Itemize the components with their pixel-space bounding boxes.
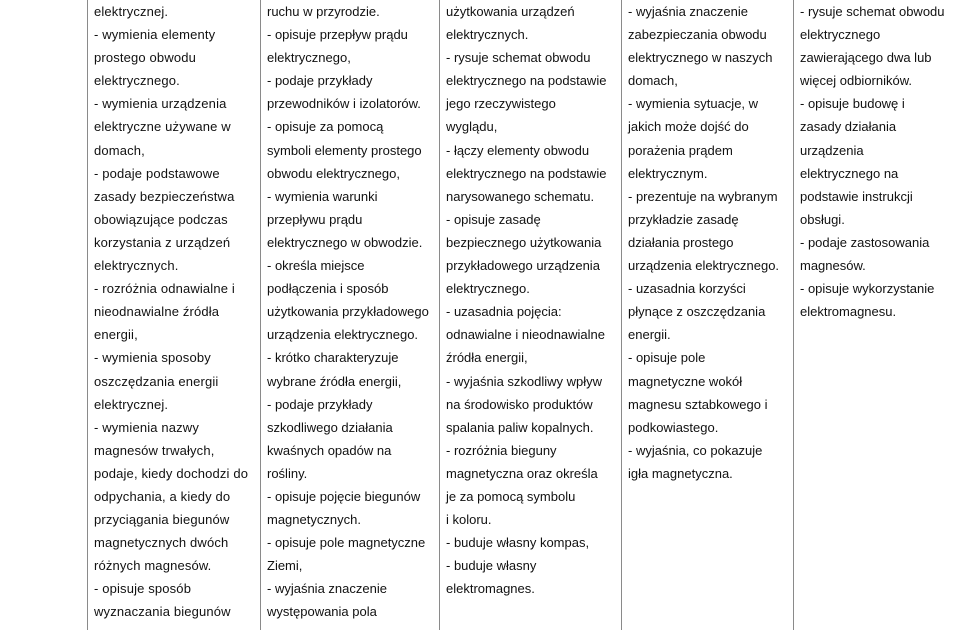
text-line: występowania pola bbox=[267, 604, 377, 620]
text-line: - buduje własny kompas, bbox=[446, 535, 590, 551]
text-line: - rozróżnia odnawialne i bbox=[94, 281, 235, 297]
text-line: - opisuje pojęcie biegunów bbox=[267, 488, 421, 504]
text-line: - określa miejsce bbox=[267, 258, 365, 274]
text-line: - prezentuje na wybranym bbox=[628, 188, 778, 204]
text-line: elektrycznej. bbox=[94, 4, 169, 19]
text-line: - wyjaśnia, co pokazuje bbox=[628, 442, 763, 458]
text-line: energii. bbox=[628, 327, 671, 343]
text-line: - krótko charakteryzuje bbox=[267, 350, 399, 366]
text-line: - podaje podstawowe bbox=[94, 165, 220, 181]
text-line: elektrycznym. bbox=[628, 165, 708, 181]
text-line: magnesów trwałych, bbox=[94, 442, 215, 458]
text-line: elektrycznego w naszych bbox=[628, 50, 773, 66]
text-line: płynące z oszczędzania bbox=[628, 304, 766, 320]
text-line: podstawie instrukcji bbox=[800, 188, 913, 204]
table-cell-column-5 bbox=[794, 0, 960, 630]
text-line: Ziemi, bbox=[267, 558, 303, 574]
text-line: oszczędzania energii bbox=[94, 373, 219, 389]
text-line: ruchu w przyrodzie. bbox=[267, 4, 380, 19]
text-line: - podaje zastosowania bbox=[800, 234, 930, 250]
text-line: - rysuje schemat obwodu bbox=[800, 4, 945, 19]
text-line: elektrycznych. bbox=[446, 27, 529, 43]
text-line: - podaje przykłady bbox=[267, 73, 373, 89]
text-line: nieodnawialne źródła bbox=[94, 304, 220, 320]
text-line: - wyjaśnia znaczenie bbox=[267, 581, 387, 597]
text-line: użytkowania urządzeń bbox=[446, 4, 575, 19]
table-cell-column-3 bbox=[440, 0, 622, 630]
text-line: korzystania z urządzeń bbox=[94, 234, 231, 250]
text-line: magnesu sztabkowego i bbox=[628, 396, 768, 412]
text-line: przewodników i izolatorów. bbox=[267, 96, 421, 112]
text-line: podkowiastego. bbox=[628, 419, 719, 435]
text-line: wyglądu, bbox=[446, 119, 498, 135]
text-line: kwaśnych opadów na bbox=[267, 442, 392, 458]
text-line: - rysuje schemat obwodu bbox=[446, 50, 591, 66]
text-line: - łączy elementy obwodu bbox=[446, 142, 590, 158]
text-line: przepływu prądu bbox=[267, 211, 363, 227]
text-line: wyznaczania biegunów bbox=[94, 604, 231, 620]
cell-text-column-5 bbox=[794, 0, 960, 323]
text-line: spalania paliw kopalnych. bbox=[446, 419, 594, 435]
text-line: - wymienia urządzenia bbox=[94, 96, 227, 112]
text-line: urządzenia elektrycznego. bbox=[628, 258, 780, 274]
text-line: - wyjaśnia szkodliwy wpływ bbox=[446, 373, 603, 389]
text-line: - opisuje budowę i bbox=[800, 96, 905, 112]
text-line: przykładowego urządzenia bbox=[446, 258, 600, 274]
text-line: magnetycznych. bbox=[267, 512, 361, 528]
text-line: podaje, kiedy dochodzi do bbox=[94, 465, 249, 481]
text-line: elektromagnes. bbox=[446, 581, 535, 597]
text-line: magnesów. bbox=[800, 258, 866, 274]
text-line: więcej odbiorników. bbox=[800, 73, 913, 89]
text-line: różnych magnesów. bbox=[94, 558, 212, 574]
text-line: - uzasadnia korzyści bbox=[628, 281, 746, 297]
text-line: zabezpieczania obwodu bbox=[628, 27, 767, 43]
text-line: zasady działania bbox=[800, 119, 897, 135]
text-line: na środowisko produktów bbox=[446, 396, 593, 412]
table-row bbox=[88, 0, 960, 630]
text-line: - opisuje sposób bbox=[94, 581, 192, 597]
cell-text-column-3 bbox=[440, 0, 621, 600]
text-line: działania prostego bbox=[628, 234, 734, 250]
text-line: - podaje przykłady bbox=[267, 396, 373, 412]
text-line: jakich może dojść do bbox=[628, 119, 749, 135]
text-line: - wymienia sytuacje, w bbox=[628, 96, 759, 112]
table-cell-column-2 bbox=[261, 0, 440, 630]
text-line: - wymienia warunki bbox=[267, 188, 378, 204]
text-line: elektrycznego w obwodzie. bbox=[267, 234, 423, 250]
text-line: magnetycznych dwóch bbox=[94, 535, 229, 551]
cell-text-column-4 bbox=[622, 0, 793, 485]
text-line: - opisuje wykorzystanie bbox=[800, 281, 935, 297]
text-line: - uzasadnia pojęcia: bbox=[446, 304, 562, 320]
text-line: magnetyczna oraz określa bbox=[446, 465, 598, 481]
text-line: - buduje własny bbox=[446, 558, 537, 574]
text-line: przyciągania biegunów bbox=[94, 512, 230, 528]
text-line: bezpiecznego użytkowania bbox=[446, 234, 602, 250]
text-line: elektrycznego, bbox=[267, 50, 351, 66]
text-line: elektrycznego na bbox=[800, 165, 899, 181]
text-line: - opisuje zasadę bbox=[446, 211, 541, 227]
text-line: źródła energii, bbox=[446, 350, 528, 366]
text-line: elektromagnesu. bbox=[800, 304, 897, 320]
text-line: urządzenia elektrycznego. bbox=[267, 327, 419, 343]
text-line: elektrycznego na podstawie bbox=[446, 73, 607, 89]
text-line: - wyjaśnia znaczenie bbox=[628, 4, 748, 19]
text-line: rośliny. bbox=[267, 465, 308, 481]
text-line: wybrane źródła energii, bbox=[267, 373, 402, 389]
text-line: - wymienia elementy bbox=[94, 27, 216, 43]
text-line: urządzenia bbox=[800, 142, 864, 158]
text-line: jego rzeczywistego bbox=[446, 96, 556, 112]
text-line: - rozróżnia bieguny bbox=[446, 442, 557, 458]
text-line: - opisuje pole bbox=[628, 350, 706, 366]
text-line: - wymienia nazwy bbox=[94, 419, 199, 435]
text-line: szkodliwego działania bbox=[267, 419, 393, 435]
text-line: domach, bbox=[628, 73, 678, 89]
text-line: przykładzie zasadę bbox=[628, 211, 739, 227]
text-line: elektrycznej. bbox=[94, 396, 169, 412]
text-line: elektryczne używane w bbox=[94, 119, 231, 135]
text-line: domach, bbox=[94, 142, 145, 158]
cell-text-column-2 bbox=[261, 0, 439, 624]
text-line: igła magnetyczna. bbox=[628, 465, 733, 481]
cell-text-column-1 bbox=[88, 0, 260, 624]
text-line: - opisuje pole magnetyczne bbox=[267, 535, 426, 551]
text-line: obwodu elektrycznego, bbox=[267, 165, 400, 181]
text-line: narysowanego schematu. bbox=[446, 188, 595, 204]
text-line: je za pomocą symbolu bbox=[446, 488, 576, 504]
text-line: symboli elementy prostego bbox=[267, 142, 422, 158]
text-line: - opisuje przepływ prądu bbox=[267, 27, 408, 43]
text-line: porażenia prądem bbox=[628, 142, 733, 158]
text-line: i koloru. bbox=[446, 512, 492, 528]
text-line: zawierającego dwa lub bbox=[800, 50, 932, 66]
text-line: energii, bbox=[94, 327, 138, 343]
text-line: - opisuje za pomocą bbox=[267, 119, 384, 135]
text-line: elektrycznego. bbox=[446, 281, 530, 297]
text-line: elektrycznego. bbox=[94, 73, 180, 89]
text-line: obowiązujące podczas bbox=[94, 211, 228, 227]
requirements-table bbox=[87, 0, 960, 630]
text-line: zasady bezpieczeństwa bbox=[94, 188, 235, 204]
text-line: podłączenia i sposób bbox=[267, 281, 389, 297]
text-line: odnawialne i nieodnawialne bbox=[446, 327, 606, 343]
text-line: elektrycznego na podstawie bbox=[446, 165, 607, 181]
text-line: obsługi. bbox=[800, 211, 845, 227]
text-line: elektrycznych. bbox=[94, 258, 179, 274]
text-line: magnetyczne wokół bbox=[628, 373, 743, 389]
table-cell-column-1 bbox=[88, 0, 261, 630]
text-line: prostego obwodu bbox=[94, 50, 196, 66]
text-line: elektrycznego bbox=[800, 27, 881, 43]
text-line: użytkowania przykładowego bbox=[267, 304, 429, 320]
table-cell-column-4 bbox=[622, 0, 794, 630]
text-line: - wymienia sposoby bbox=[94, 350, 211, 366]
text-line: odpychania, a kiedy do bbox=[94, 488, 231, 504]
